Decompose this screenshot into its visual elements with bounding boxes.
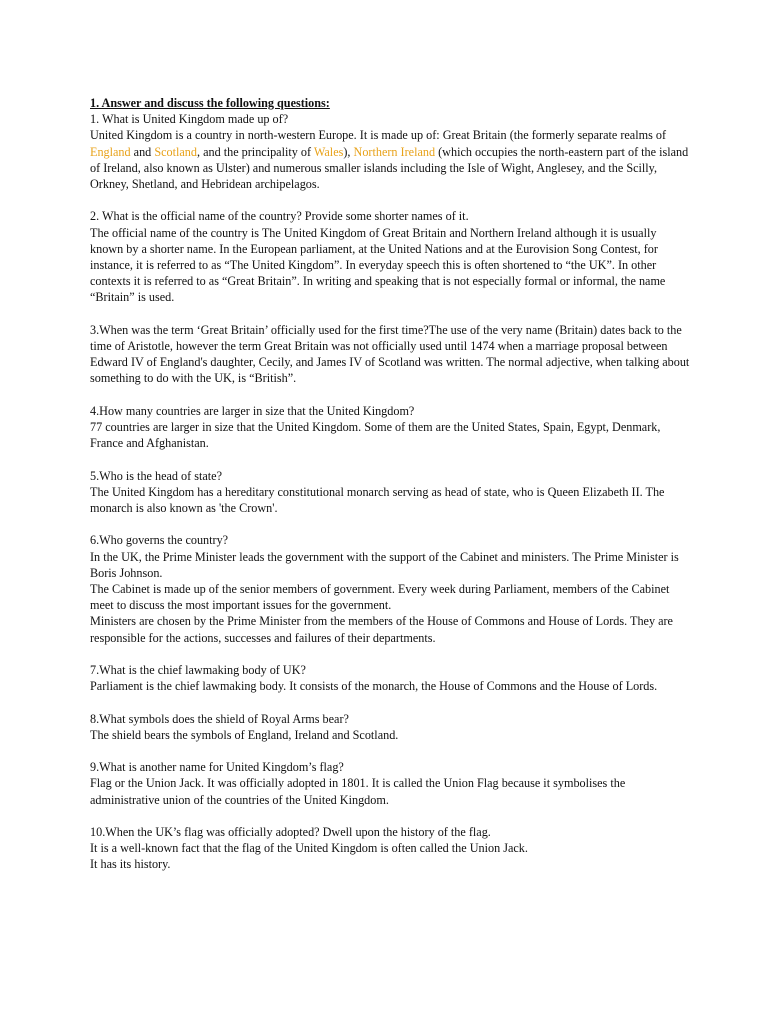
question-block-6 — [90, 532, 690, 645]
question-7: 7.What is the chief lawmaking body of UK? — [90, 663, 306, 678]
question-6: 6.Who governs the country? — [90, 533, 229, 548]
question-block-1 — [90, 111, 690, 192]
answer-6-part-2: The Cabinet is made up of the senior members of government. Every week during Parliament, members of the Cabinet meet to discuss the most important issues for the government. — [90, 582, 670, 613]
answer-1-text-a: United Kingdom is a country in north-western Europe. It is made up of: Great Britain (the formerly separate realms of — [90, 128, 667, 143]
highlight-scotland: Scotland — [154, 144, 197, 159]
answer-2: The official name of the country is The United Kingdom of Great Britain and Northern Ireland although it is usually known by a shorter name. In the European parliament, at the United Nations and at the Eurovision Song Contest, for instance, it is referred to as “The United Kingdom”. In everyday speech this is often shortened to “the UK”. In other contexts it is referred to as “Great Britain”. In writing and speaking that is not especially formal or informal, the name “Britain” is used. — [90, 225, 666, 305]
highlight-england: England — [90, 144, 131, 159]
answer-1 — [90, 127, 690, 192]
question-4: 4.How many countries are larger in size that the United Kingdom? — [90, 403, 415, 418]
highlight-northern-ireland: Northern Ireland — [353, 144, 436, 159]
answer-1-text-c: (which occupies the north-eastern part of the island of Ireland, also known as Ulster) and numerous smaller islands including the Isle of Wight, Anglesey, and the Scilly, Orkney, Shetland, and Hebridean archipelagos. — [90, 144, 689, 192]
question-block-3 — [90, 322, 690, 387]
question-answer-3 — [90, 322, 690, 387]
question-block-4 — [90, 403, 690, 452]
answer-5: The United Kingdom has a hereditary constitutional monarch serving as head of state, who is Queen Elizabeth II. The monarch is also known as 'the Crown'. — [90, 484, 665, 516]
question-3: 3.When was the term ‘Great Britain’ officially used for the first time? — [90, 322, 429, 337]
answer-4: 77 countries are larger in size that the United Kingdom. Some of them are the United States, Spain, Egypt, Denmark, France and Afghanistan. — [90, 420, 661, 451]
question-1: 1. What is United Kingdom made up of? — [90, 112, 289, 127]
question-block-8 — [90, 711, 690, 743]
answer-6-part-1: In the UK, the Prime Minister leads the government with the support of the Cabinet and ministers. The Prime Minister is Boris Johnson. — [90, 549, 679, 580]
answer-1-text-b: , and the principality of — [196, 144, 314, 159]
answer-10-part-1: It is a well-known fact that the flag of the United Kingdom is often called the Union Jack. — [90, 841, 528, 856]
question-block-10 — [90, 824, 690, 873]
document-page — [90, 95, 690, 889]
question-10: 10.When the UK’s flag was officially adopted? Dwell upon the history of the flag. — [90, 825, 491, 839]
question-block-7 — [90, 662, 690, 694]
answer-6-part-3: Ministers are chosen by the Prime Minister from the members of the House of Commons and House of Lords. They are responsible for the actions, successes and failures of their departments. — [90, 614, 673, 645]
question-2: 2. What is the official name of the country? Provide some shorter names of it. — [90, 209, 469, 224]
answer-3: The use of the very name (Britain) dates back to the time of Aristotle, however the term Great Britain was not officially used until 1474 when a marriage proposal between Edward IV of England's daughter, Cecily, and James IV of Scotland was written. The normal adjective, when talking about something to do with the UK, is “British”. — [90, 322, 690, 386]
highlight-wales: Wales — [313, 144, 344, 159]
answer-9: Flag or the Union Jack. It was officially adopted in 1801. It is called the Union Flag because it symbolises the administrative union of the countries of the United Kingdom. — [90, 776, 626, 807]
question-8: 8.What symbols does the shield of Royal Arms bear? — [90, 711, 349, 726]
question-5: 5.Who is the head of state? — [90, 468, 222, 483]
section-heading: 1. Answer and discuss the following questions: — [90, 96, 330, 110]
answer-1-comma: ), — [343, 144, 354, 159]
answer-8: The shield bears the symbols of England, Ireland and Scotland. — [90, 727, 399, 742]
question-block-5 — [90, 468, 690, 517]
question-9: 9.What is another name for United Kingdom’s flag? — [90, 760, 344, 775]
answer-10-part-2: It has its history. — [90, 857, 171, 872]
question-block-2 — [90, 208, 690, 305]
question-block-9 — [90, 759, 690, 808]
answer-7: Parliament is the chief lawmaking body. It consists of the monarch, the House of Commons and the House of Lords. — [90, 679, 658, 694]
answer-1-and: and — [130, 144, 155, 159]
